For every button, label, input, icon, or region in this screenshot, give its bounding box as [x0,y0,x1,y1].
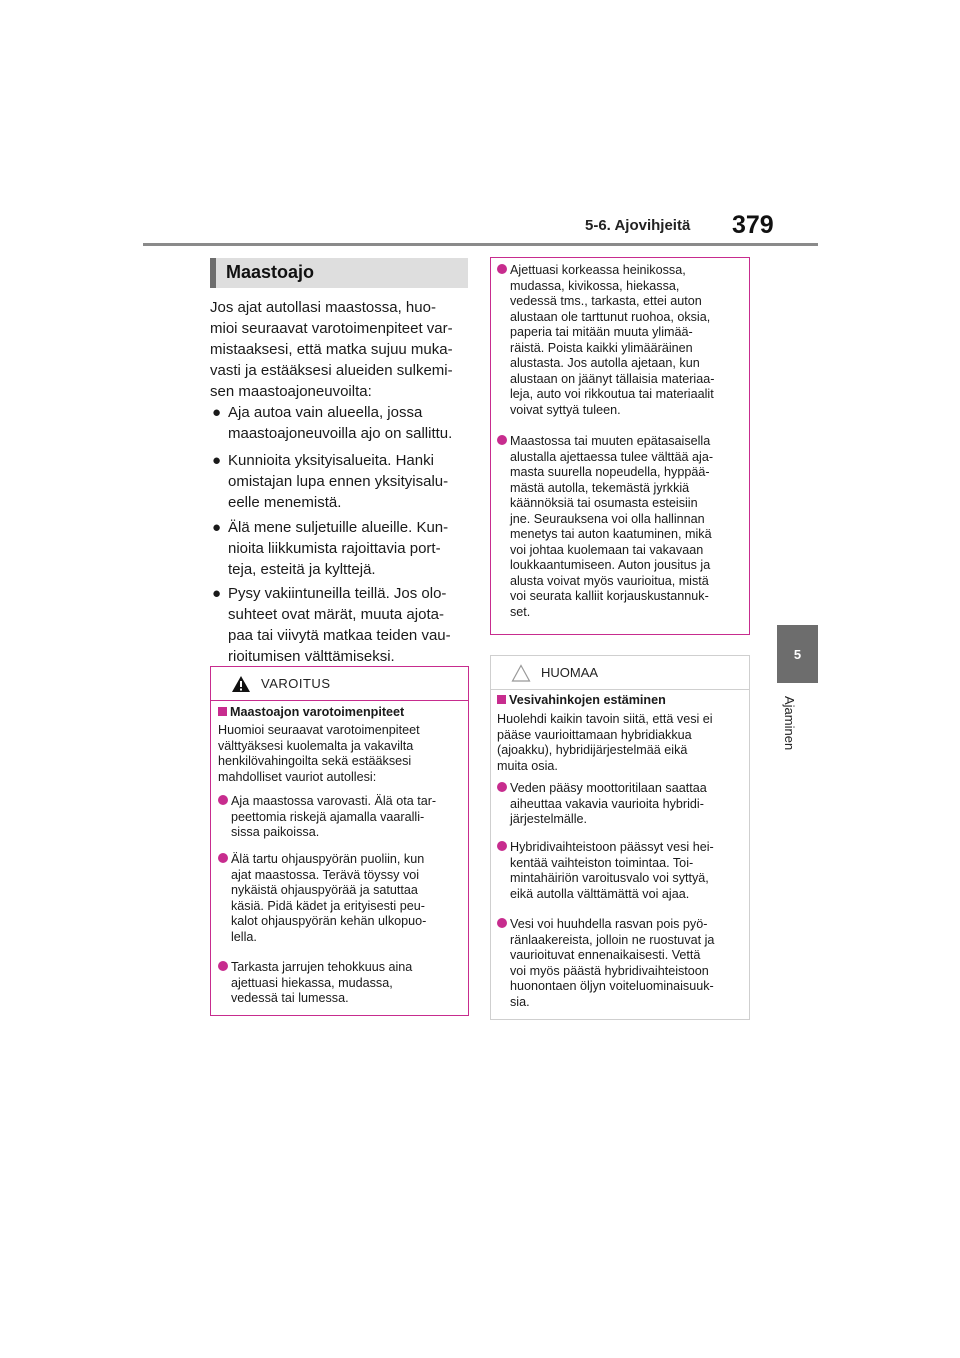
notice-bullet-line: ränlaakereista, jolloin ne ruostuvat ja [510,932,715,947]
page-number: 379 [732,211,774,239]
intro-paragraph [210,297,472,402]
notice-bullet-line: Vesi voi huuhdella rasvan pois pyö- [510,917,708,931]
bullet-dot-icon: ● [212,404,222,421]
warning-bullet-line: käsiä. Pidä kädet ja erityisesti peu- [231,898,425,913]
warning-bullet-line: nykäistä ohjauspyörää ja satuttaa [231,883,418,897]
chapter-label-text: Ajaminen [782,696,797,751]
notice-bullet-line: aiheuttaa vakavia vaurioita hybridi- [510,796,704,811]
bullet-dot-icon [497,782,507,792]
continued-line: alustaan on jäänyt tällaisia materiaa- [510,371,715,386]
bullet-line: eelle menemistä. [228,494,342,511]
notice-intro-line: muita osia. [497,758,558,773]
warning-bullet-line: kalot ohjauspyörän kehän ulkopuo- [231,914,427,928]
caution-triangle-icon [511,664,531,682]
section-heading [210,258,468,288]
section-label: 5-6. Ajovihjeitä [585,217,691,234]
warning-bullet-line: sissa paikoissa. [231,825,320,839]
warning-bullet-line: ajat maastossa. Terävä töyssy voi [231,867,420,882]
continued-line: menetys tai auton kaatuminen, mikä [510,527,712,541]
bullet-line: omistajan lupa ennen yksityisalu- [228,473,449,490]
continued-line: alustalla ajettaessa tulee välttää aja- [510,449,714,464]
notice-bullet-line: huonontaen öljyn voiteluominaisuuk- [510,979,714,993]
intro-line: mistaaksesi, että matka sujuu muka- [210,341,453,358]
continued-line: alustasta. Jos autolla ajetaan, kun [510,356,700,370]
warning-intro-line: välttyäksesi kuolemalta ja vakavilta [218,738,414,753]
bullet-dot-icon [497,435,507,445]
bullet-dot-icon [218,795,228,805]
notice-header [491,656,749,690]
warning-intro [218,723,463,785]
warning-bullet-line: Aja maastossa varovasti. Älä ota tar- [231,794,437,808]
continued-line: alustaan ole tarttunut ruohoa, oksia, [510,309,711,324]
continued-line: käännöksiä tai osumasta esteisiin [510,496,698,510]
warning-box [210,666,469,1016]
warning-subheading [218,705,404,721]
notice-bullet-line: Veden pääsy moottoritilaan saattaa [510,781,707,795]
continued-line: räistä. Poista kaikki ylimääräinen [510,340,693,355]
notice-bullet-line: Hybridivaihteistoon päässyt vesi hei- [510,840,714,854]
warning-bullet-line: vedessä tai lumessa. [231,991,349,1005]
notice-intro-line: pääse vaurioittamaan hybridiakkua [497,727,692,742]
bullet-line: maastoajoneuvoilla ajo on sallittu. [228,425,453,442]
continued-line: leja, auto voi rikkoutua tai materiaalit [510,387,714,401]
header-divider [143,243,818,246]
continued-line: masta suurella nopeudella, hyppää- [510,465,710,479]
intro-line: sen maastoajoneuvoilta: [210,383,372,400]
notice-bullet-line: mintahäiriön varoitusvalo voi syttyä, [510,871,709,885]
intro-line: vasti ja estääksesi alueiden sulkemi- [210,362,453,379]
warning-header [211,667,468,701]
bullet-dot-icon: ● [212,519,222,536]
notice-bullet-line: järjestelmälle. [510,812,587,826]
notice-bullet-line: kentää vaihteiston toimintaa. Toi- [510,855,694,870]
bullet-dot-icon [497,918,507,928]
continued-line: set. [510,604,531,619]
notice-intro [497,712,745,774]
square-bullet-icon [497,695,506,704]
warning-bullet-line: Tarkasta jarrujen tehokkuus aina [231,960,413,974]
notice-bullet-line: sia. [510,994,530,1009]
notice-box [490,655,750,1020]
bullet-dot-icon: ● [212,585,222,602]
warning-continued-box [490,257,750,635]
bullet-line: Aja autoa vain alueella, jossa [228,404,423,421]
continued-line: voivat syttyä tuleen. [510,402,621,417]
notice-subheading [497,693,666,709]
continued-line: voi johtaa kuolemaan tai vakavaan [510,542,704,557]
warning-triangle-icon [231,675,251,693]
bullet-dot-icon [218,853,228,863]
notice-title: HUOMAA [541,665,599,680]
continued-line: alusta voivat myös vaurioitua, mistä [510,573,709,588]
intro-line: Jos ajat autollasi maastossa, huo- [210,299,436,316]
bullet-line: paa tai viivytä matkaa teiden vau- [228,627,451,644]
notice-intro-line: Huolehdi kaikin tavoin siitä, että vesi ei [497,712,713,726]
bullet-line: Kunnioita yksityisalueita. Hanki [228,452,434,469]
intro-line: mioi seuraavat varotoimenpiteet var- [210,320,453,337]
bullet-line: Pysy vakiintuneilla teillä. Jos olo- [228,585,447,602]
continued-line: paperia tai mitään muuta ylimää- [510,325,693,339]
chapter-tab: 5 [777,625,818,683]
continued-line: loukkaantumiseen. Auton jousitus ja [510,558,711,572]
section-heading-text: Maastoajo [226,262,315,282]
notice-bullet-line: voi myös päästä hybridivaihteistoon [510,963,709,978]
bullet-line: teja, esteitä ja kylttejä. [228,561,376,578]
chapter-label [782,696,812,766]
notice-intro-line: (ajoakku), hybridijärjestelmää eikä [497,743,688,757]
continued-line: Maastossa tai muuten epätasaisella [510,434,711,448]
continued-line: vedessä tms., tarkasta, ettei auton [510,294,702,308]
notice-subheading-text: Vesivahinkojen estäminen [509,693,666,707]
continued-line: mudassa, kivikossa, hiekassa, [510,278,680,293]
notice-bullet-line: vaurioituvat ennenaikaisesti. Vettä [510,948,701,962]
continued-line: voi seurata kalliit korjauskustannuk- [510,589,709,603]
bullet-line: suhteet ovat märät, muuta ajota- [228,606,444,623]
warning-intro-line: mahdolliset vauriot autollesi: [218,769,377,784]
warning-bullet-line: lella. [231,929,257,944]
square-bullet-icon [218,707,227,716]
bullet-dot-icon: ● [212,452,222,469]
continued-line: jne. Seurauksena voi olla hallinnan [510,511,705,526]
warning-intro-line: henkilövahingoilta sekä estääksesi [218,754,412,768]
bullet-dot-icon [497,264,507,274]
notice-bullet-line: eikä autolla välttämättä voi ajaa. [510,886,690,901]
bullet-dot-icon [497,841,507,851]
warning-bullet-line: ajettuasi hiekassa, mudassa, [231,975,393,990]
bullet-line: Älä mene suljetuille alueille. Kun- [228,519,449,536]
warning-bullet-line: peettomia riskejä ajamalla vaaralli- [231,809,425,824]
bullet-dot-icon [218,961,228,971]
warning-subheading-text: Maastoajon varotoimenpiteet [230,705,405,719]
continued-line: Ajettuasi korkeassa heinikossa, [510,263,686,277]
warning-intro-line: Huomioi seuraavat varotoimenpiteet [218,723,420,737]
warning-bullet-line: Älä tartu ohjauspyörän puoliin, kun [231,852,425,866]
bullet-line: rioitumisen välttämiseksi. [228,648,395,665]
bullet-line: nioita liikkumista rajoittavia port- [228,540,441,557]
warning-title: VAROITUS [261,676,331,691]
continued-line: mästä autolla, tekemästä jyrkkiä [510,480,690,495]
